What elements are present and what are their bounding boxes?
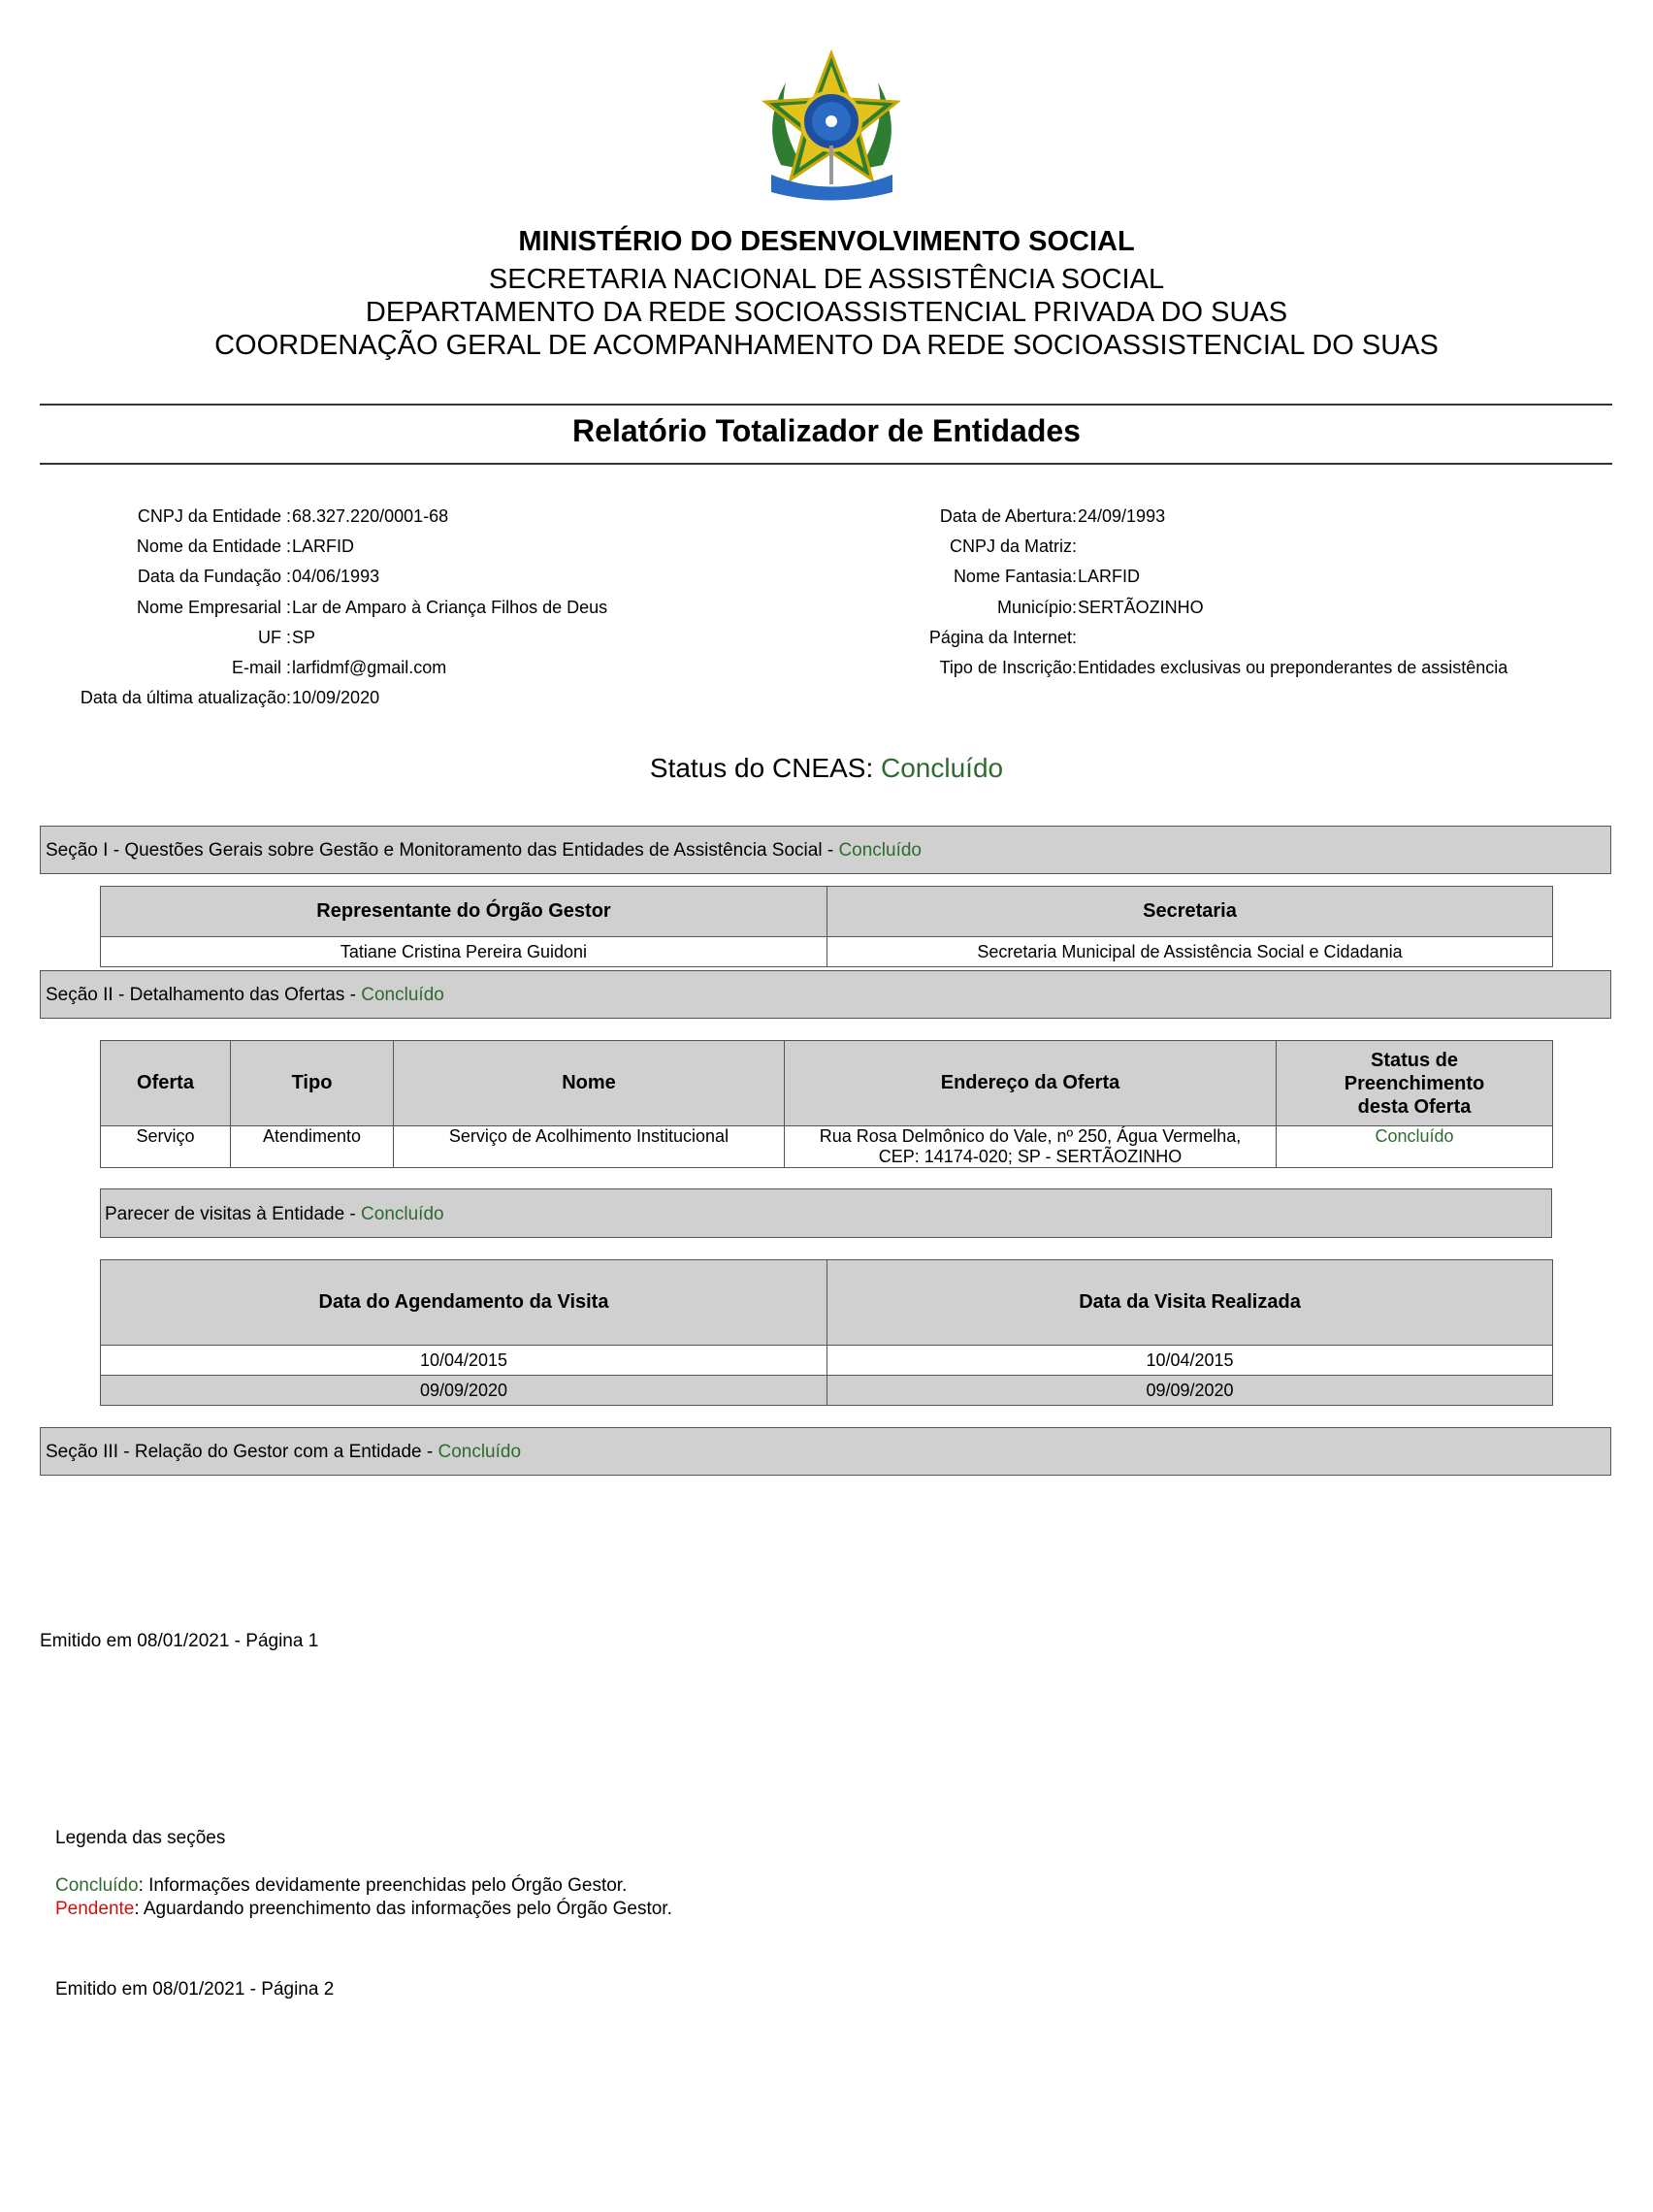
- legend-pending-text: : Aguardando preenchimento das informações pelo Órgão Gestor.: [134, 1899, 672, 1919]
- info-label: Município:: [996, 598, 1077, 617]
- section-3-bar: [40, 1427, 1611, 1476]
- visits-table: [100, 1259, 1553, 1406]
- info-value: SP: [292, 628, 316, 647]
- table-cell: 09/09/2020: [101, 1376, 827, 1406]
- info-value: 24/09/1993: [1078, 506, 1166, 526]
- info-label: CNPJ da Entidade :: [137, 506, 291, 526]
- legend-done-text: : Informações devidamente preenchidas pelo Órgão Gestor.: [138, 1875, 628, 1896]
- info-value: 68.327.220/0001-68: [292, 506, 449, 526]
- table-cell: 10/04/2015: [101, 1346, 827, 1376]
- info-value: LARFID: [1078, 567, 1141, 586]
- offers-table: [100, 1040, 1553, 1168]
- info-label: Nome da Entidade :: [136, 537, 291, 556]
- table-header: Secretaria: [827, 887, 1553, 937]
- cneas-status-value: Concluído: [881, 753, 1004, 783]
- section-2-title: Seção II - Detalhamento das Ofertas -: [46, 985, 362, 1005]
- table-cell: Concluído: [1277, 1126, 1553, 1168]
- table-cell: Serviço: [101, 1126, 231, 1168]
- info-label: Página da Internet:: [928, 628, 1077, 647]
- info-label: Nome Empresarial :: [136, 598, 291, 617]
- footer-page-1: Emitido em 08/01/2021 - Página 1: [40, 1631, 319, 1651]
- table-header: Tipo: [231, 1041, 394, 1126]
- cneas-status: [0, 753, 1653, 784]
- info-label: Data de Abertura:: [939, 506, 1077, 526]
- legend-done-key: Concluído: [55, 1875, 139, 1896]
- table-header: Endereço da Oferta: [785, 1041, 1277, 1126]
- info-label: E-mail :: [231, 658, 291, 677]
- email-value: larfidmf@gmail.com: [292, 658, 447, 677]
- table-row: [101, 1126, 1553, 1168]
- info-value: LARFID: [292, 537, 355, 556]
- table-cell: 09/09/2020: [827, 1376, 1553, 1406]
- info-label: CNPJ da Matriz:: [949, 537, 1077, 556]
- table-cell: Tatiane Cristina Pereira Guidoni: [101, 937, 827, 967]
- brazil-coat-of-arms-icon: [752, 49, 912, 204]
- table-cell: Rua Rosa Delmônico do Vale, nº 250, Água Vermelha, CEP: 14174-020; SP - SERTÃOZINHO: [785, 1126, 1277, 1168]
- visits-title: Parecer de visitas à Entidade -: [105, 1204, 362, 1224]
- section-2-bar: [40, 970, 1611, 1019]
- department-heading: DEPARTAMENTO DA REDE SOCIOASSISTENCIAL PRIVADA DO SUAS: [365, 297, 1288, 328]
- info-value: SERTÃOZINHO: [1078, 598, 1204, 617]
- top-rule: [40, 404, 1612, 406]
- section-2-status: Concluído: [361, 985, 444, 1005]
- legend-done: [55, 1875, 627, 1897]
- report-title: Relatório Totalizador de Entidades: [572, 413, 1081, 448]
- info-value: 04/06/1993: [292, 567, 380, 586]
- visits-status: Concluído: [361, 1204, 444, 1224]
- info-value: Entidades exclusivas ou preponderantes de assistência: [1078, 658, 1508, 677]
- table-cell: Atendimento: [231, 1126, 394, 1168]
- secretariat-heading: SECRETARIA NACIONAL DE ASSISTÊNCIA SOCIAL: [488, 264, 1165, 295]
- legend-pending: [55, 1899, 672, 1920]
- table-header: Status de Preenchimento desta Oferta: [1277, 1041, 1553, 1126]
- table-header: Data da Visita Realizada: [827, 1260, 1553, 1346]
- coordination-heading: COORDENAÇÃO GERAL DE ACOMPANHAMENTO DA REDE SOCIOASSISTENCIAL DO SUAS: [214, 330, 1439, 361]
- section-1-bar: [40, 826, 1611, 874]
- section-3-title: Seção III - Relação do Gestor com a Entidade -: [46, 1442, 438, 1462]
- info-label: UF :: [258, 628, 291, 647]
- bottom-rule: [40, 463, 1612, 465]
- table-row: [101, 1376, 1553, 1406]
- info-label: Tipo de Inscrição:: [939, 658, 1077, 677]
- info-label: Data da última atualização:: [80, 688, 291, 707]
- section-1-status: Concluído: [838, 840, 922, 861]
- legend-pending-key: Pendente: [55, 1899, 135, 1919]
- table-header: Nome: [394, 1041, 785, 1126]
- table-header: Oferta: [101, 1041, 231, 1126]
- ministry-heading: MINISTÉRIO DO DESENVOLVIMENTO SOCIAL: [518, 226, 1135, 257]
- table-row: [101, 1346, 1553, 1376]
- info-value: Lar de Amparo à Criança Filhos de Deus: [292, 598, 608, 617]
- info-label: Data da Fundação :: [137, 567, 291, 586]
- section-1-title: Seção I - Questões Gerais sobre Gestão e Monitoramento das Entidades de Assistência Social -: [46, 840, 839, 861]
- section-3-status: Concluído: [438, 1442, 522, 1462]
- table-header: Representante do Órgão Gestor: [101, 887, 827, 937]
- info-label: Nome Fantasia:: [953, 567, 1077, 586]
- cneas-status-label: Status do CNEAS:: [649, 753, 881, 783]
- visits-bar: [100, 1188, 1552, 1238]
- footer-page-2: Emitido em 08/01/2021 - Página 2: [55, 1979, 335, 2000]
- table-row: [101, 937, 1553, 967]
- legend-title: Legenda das seções: [55, 1828, 226, 1848]
- info-value: 10/09/2020: [292, 688, 380, 707]
- table-cell: Serviço de Acolhimento Institucional: [394, 1126, 785, 1168]
- table-cell: Secretaria Municipal de Assistência Social e Cidadania: [827, 937, 1553, 967]
- section-1-table: [100, 886, 1553, 967]
- table-header: Data do Agendamento da Visita: [101, 1260, 827, 1346]
- table-cell: 10/04/2015: [827, 1346, 1553, 1376]
